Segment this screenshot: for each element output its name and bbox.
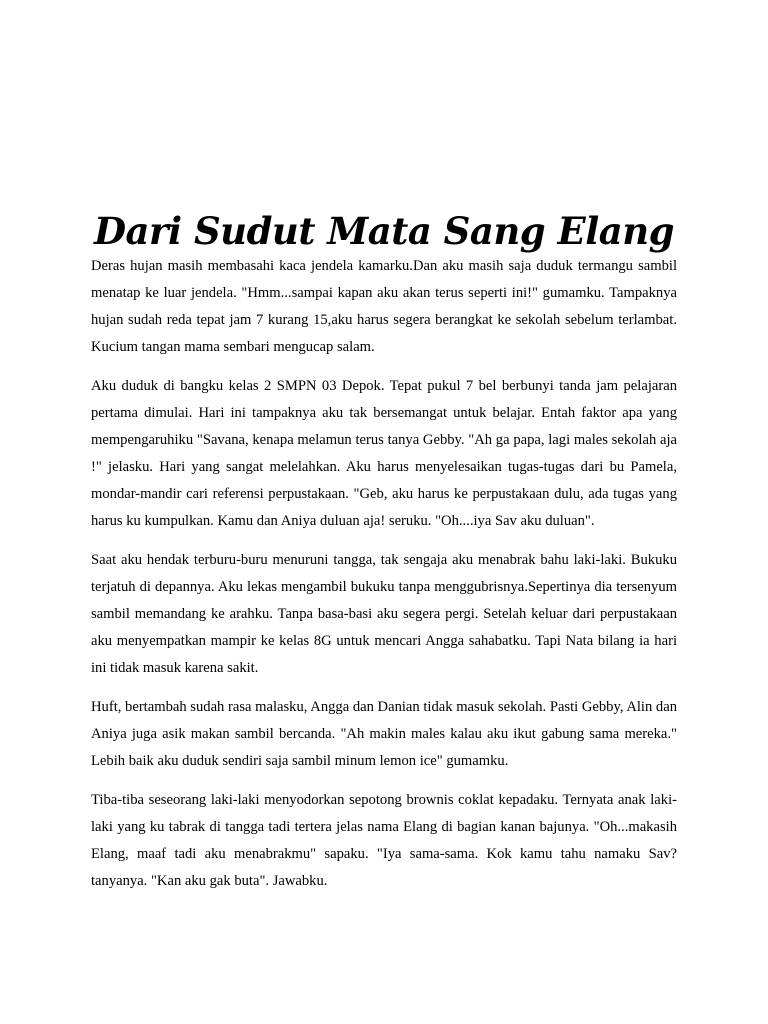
paragraph-1: Deras hujan masih membasahi kaca jendela kamarku.Dan aku masih saja duduk termangu sambil menatap ke luar jendela. "Hmm...sampai kapan aku akan terus seperti ini!" gumamku. Tampaknya hujan sudah reda tepat jam 7 kurang 15,aku harus segera berangkat ke sekolah sebelum terlambat. Kucium tangan mama sembari mengucap salam.	[91, 258, 677, 355]
story-body	[91, 253, 677, 907]
paragraph-2: Aku duduk di bangku kelas 2 SMPN 03 Depok. Tepat pukul 7 bel berbunyi tanda jam pelajaran pertama dimulai. Hari ini tampaknya aku tak bersemangat untuk belajar. Entah faktor apa yang mempengaruhiku "Savana, kenapa melamun terus tanya Gebby. "Ah ga papa, lagi males sekolah aja !" jelasku. Hari yang sangat melelahkan. Aku harus menyelesaikan tugas-tugas dari bu Pamela, mondar-mandir cari referensi perpustakaan. "Geb, aku harus ke perpustakaan dulu, ada tugas yang harus ku kumpulkan. Kamu dan Aniya duluan aja! seruku. "Oh....iya Sav aku duluan".	[91, 378, 677, 529]
paragraph-5: Tiba-tiba seseorang laki-laki menyodorkan sepotong brownis coklat kepadaku. Ternyata anak laki-laki yang ku tabrak di tangga tadi tertera jelas nama Elang di bagian kanan bajunya. "Oh...makasih Elang, maaf tadi aku menabrakmu" sapaku. "Iya sama-sama. Kok kamu tahu namaku Sav? tanyanya. "Kan aku gak buta". Jawabku.	[91, 792, 677, 889]
paragraph-4: Huft, bertambah sudah rasa malasku, Angga dan Danian tidak masuk sekolah. Pasti Gebby, Alin dan Aniya juga asik makan sambil bercanda. "Ah makin males kalau aku ikut gabung sama mereka." Lebih baik aku duduk sendiri saja sambil minum lemon ice" gumamku.	[91, 699, 677, 769]
story-title: Dari Sudut Mata Sang Elang	[93, 208, 675, 253]
paragraph-3: Saat aku hendak terburu-buru menuruni tangga, tak sengaja aku menabrak bahu laki-laki. Bukuku terjatuh di depannya. Aku lekas mengambil bukuku tanpa menggubrisnya.Sepertinya dia tersenyum sambil memandang ke arahku. Tanpa basa-basi aku segera pergi. Setelah keluar dari perpustakaan aku menyempatkan mampir ke kelas 8G untuk mencari Angga sahabatku. Tapi Nata bilang ia hari ini tidak masuk karena sakit.	[91, 552, 677, 676]
